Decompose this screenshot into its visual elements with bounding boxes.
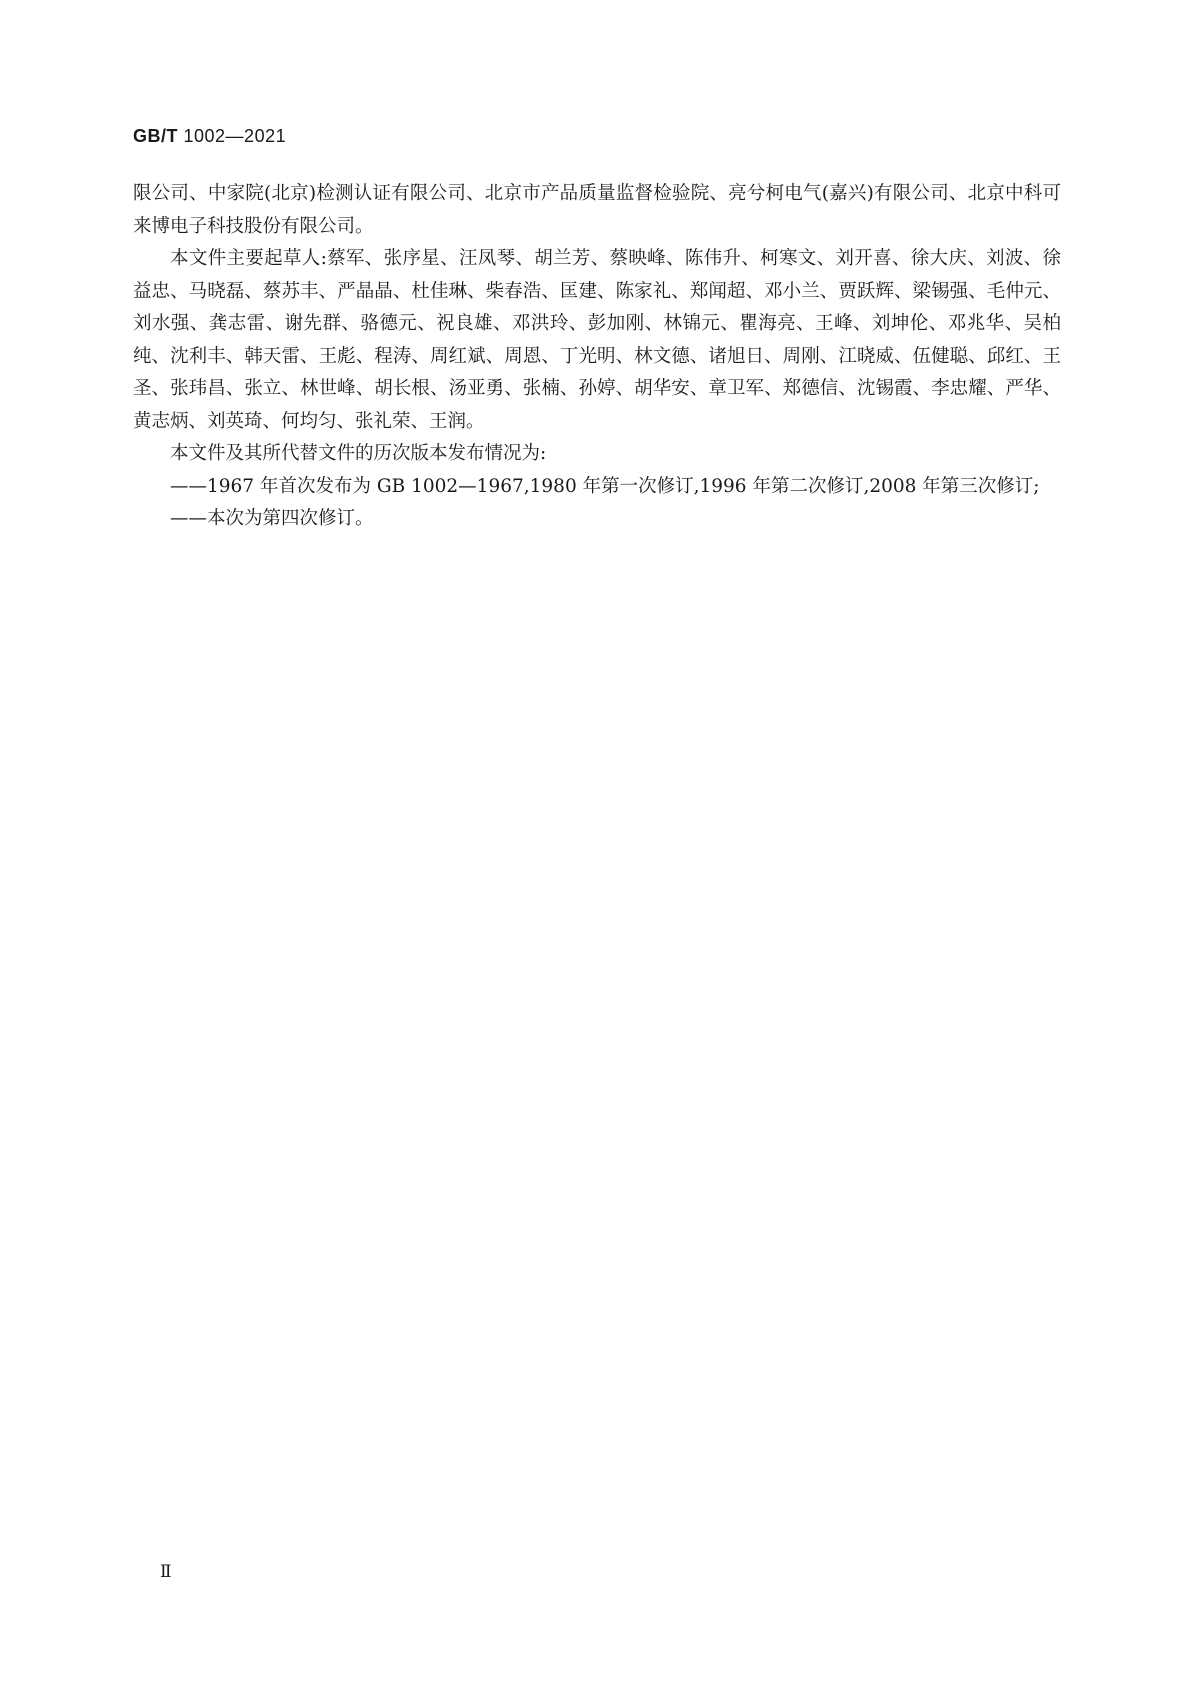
drafters-paragraph: 本文件主要起草人:蔡军、张序星、汪凤琴、胡兰芳、蔡映峰、陈伟升、柯寒文、刘开喜、徐大庆、刘波、徐益忠、马晓磊、蔡苏丰、严晶晶、杜佳琳、柴春浩、匡建、陈家礼、郑闻超、邓小兰、贾跃辉、梁锡强、毛仲元、刘水强、龚志雷、谢先群、骆德元、祝良雄、邓洪玲、彭加刚、林锦元、瞿海亮、王峰、刘坤伦、邓兆华、吴柏纯、沈利丰、韩天雷、王彪、程涛、周红斌、周恩、丁光明、林文德、诸旭日、周刚、江晓威、伍健聪、邱红、王圣、张玮昌、张立、林世峰、胡长根、汤亚勇、张楠、孙婷、胡华安、章卫军、郑德信、沈锡霞、李忠耀、严华、黄志炳、刘英琦、何均匀、张礼荣、王润。 [133,248,1061,432]
history-item: ——1967 年首次发布为 GB 1002—1967,1980 年第一次修订,1996 年第二次修订,2008 年第三次修订; [170,475,1040,497]
standard-code: GB/T [133,126,178,146]
standard-number: 1002—2021 [183,126,287,146]
history-intro-paragraph: 本文件及其所代替文件的历次版本发布情况为: [170,443,547,464]
page-number: Ⅱ [160,1562,172,1582]
history-item: ——本次为第四次修订。 [170,508,374,529]
continued-paragraph: 限公司、中家院(北京)检测认证有限公司、北京市产品质量监督检验院、亮兮柯电气(嘉兴)有限公司、北京中科可来博电子科技股份有限公司。 [133,183,1061,237]
standard-header [133,126,286,147]
document-body [133,178,1061,536]
